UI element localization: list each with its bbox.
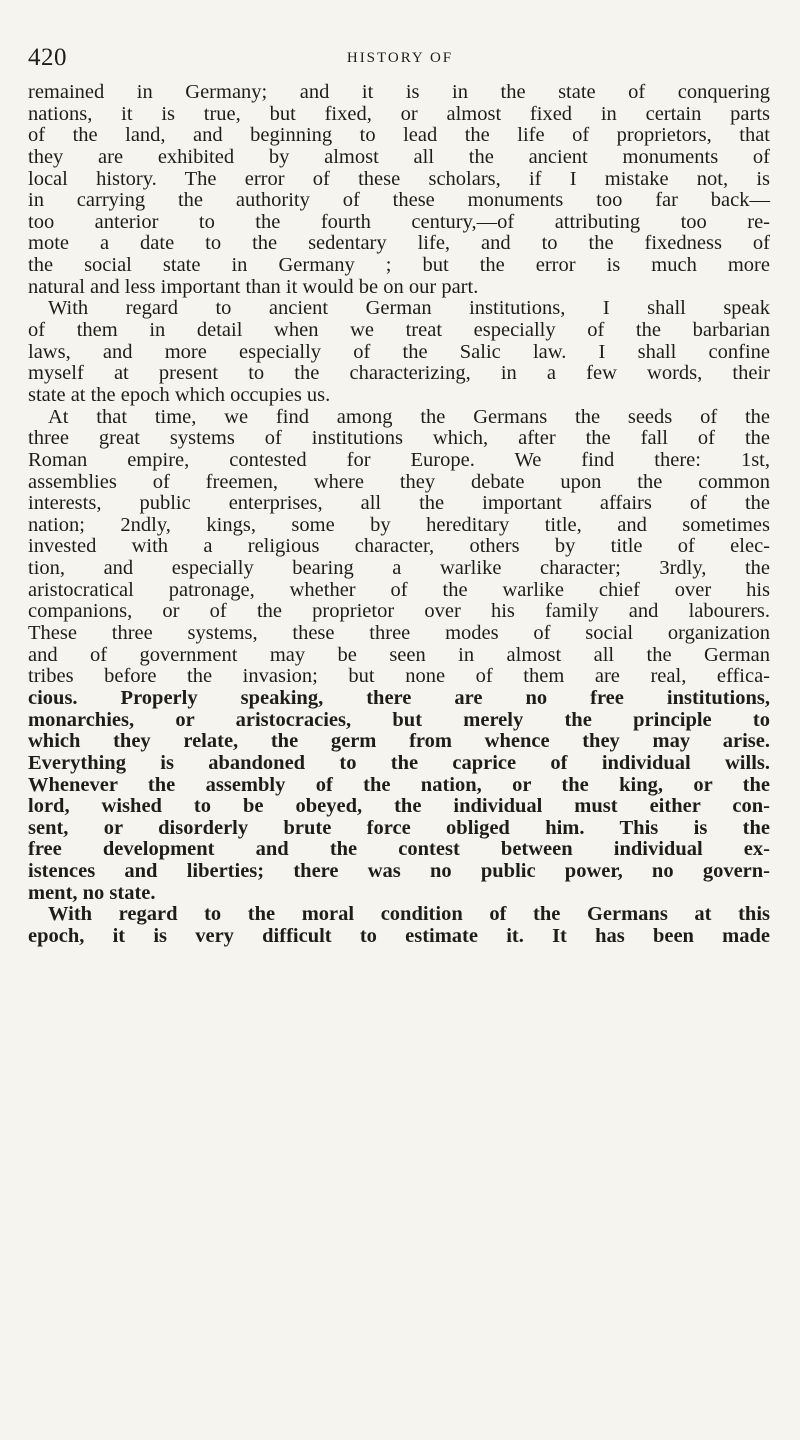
text-line: tribes before the invasion; but none of them are real, effica- (28, 665, 770, 688)
text-line: companions, or of the proprietor over his family and labourers. (28, 600, 770, 623)
text-line: they are exhibited by almost all the ancient monuments of (28, 145, 770, 168)
text-line: At that time, we find among the Germans the seeds of the (48, 405, 770, 428)
text-line: Whenever the assembly of the nation, or the king, or the (28, 773, 770, 796)
text-line: natural and less important than it would be on our part. (28, 275, 479, 298)
body-text (28, 82, 770, 948)
running-head (28, 40, 772, 80)
text-line: three great systems of institutions which, after the fall of the (28, 427, 770, 450)
text-line: interests, public enterprises, all the important affairs of the (28, 492, 770, 515)
text-line: the social state in Germany ; but the error is much more (28, 254, 770, 277)
text-line: istences and liberties; there was no public power, no govern- (28, 860, 770, 883)
text-line: of the land, and beginning to lead the life of proprietors, that (28, 124, 770, 147)
text-line: sent, or disorderly brute force obliged him. This is the (28, 816, 770, 839)
text-line: invested with a religious character, others by title of elec- (28, 535, 770, 558)
text-line: local history. The error of these scholars, if I mistake not, is (28, 167, 770, 190)
text-line: With regard to ancient German institutions, I shall speak (48, 297, 770, 320)
text-line: in carrying the authority of these monuments too far back— (28, 189, 770, 212)
text-line: tion, and especially bearing a warlike character; 3rdly, the (28, 557, 770, 580)
text-line: free development and the contest between individual ex- (28, 838, 770, 861)
text-line: of them in detail when we treat especially of the barbarian (28, 319, 770, 342)
text-line: Everything is abandoned to the caprice of individual wills. (28, 751, 770, 774)
text-line: nation; 2ndly, kings, some by hereditary title, and sometimes (28, 513, 770, 536)
text-line: ment, no state. (28, 881, 156, 904)
running-title: HISTORY OF (346, 50, 454, 66)
text-line: aristocratical patronage, whether of the warlike chief over his (28, 578, 770, 601)
text-line: monarchies, or aristocracies, but merely the principle to (28, 708, 770, 731)
text-line: assemblies of freemen, where they debate upon the common (28, 470, 770, 493)
text-line: mote a date to the sedentary life, and to the fixedness of (28, 232, 770, 255)
text-line: state at the epoch which occupies us. (28, 383, 331, 406)
text-line: and of government may be seen in almost all the German (28, 643, 770, 666)
text-line: myself at present to the characterizing, in a few words, their (28, 362, 770, 385)
text-line: epoch, it is very difficult to estimate it. It has been made (28, 924, 770, 947)
text-line: nations, it is true, but fixed, or almost fixed in certain parts (28, 102, 770, 125)
text-line: too anterior to the fourth century,—of attributing too re- (28, 210, 770, 233)
text-line: laws, and more especially of the Salic law. I shall confine (28, 340, 770, 363)
text-line: lord, wished to be obeyed, the individual must either con- (28, 795, 770, 818)
text-line: remained in Germany; and it is in the state of conquering (28, 81, 770, 103)
text-line: These three systems, these three modes of social organization (28, 622, 770, 645)
text-line: Roman empire, contested for Europe. We find there: 1st, (28, 448, 770, 471)
text-line: which they relate, the germ from whence they may arise. (28, 730, 770, 753)
page-number: 420 (28, 44, 67, 71)
text-line: cious. Properly speaking, there are no free institutions, (28, 686, 770, 709)
text-line: With regard to the moral condition of the Germans at this (48, 903, 770, 926)
